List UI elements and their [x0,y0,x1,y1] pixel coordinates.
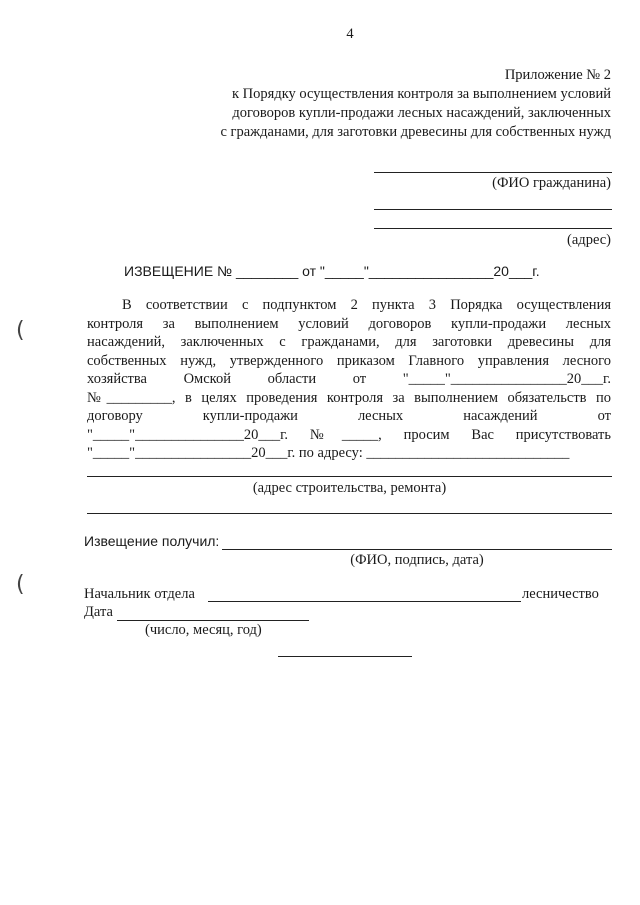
address-line-2 [374,228,612,229]
received-caption: (ФИО, подпись, дата) [350,552,484,568]
end-rule [278,656,412,657]
body-line-9: "_____"________________20___г. по адресу: ____________________________ [87,445,570,461]
appendix-line-3: с гражданами, для заготовки древесины для собственных нужд [220,124,611,140]
body-line-8: "_____"_______________20___г. №_____, просим Вас присутствовать [87,427,611,443]
binding-mark-top: ( [16,318,25,343]
address-caption: (адрес) [567,232,611,248]
received-label: Извещение получил: [84,533,220,549]
notice-heading: ИЗВЕЩЕНИЕ № ________ от "_____"________________20___г. [124,263,540,279]
chief-line [208,601,521,602]
fio-line [374,172,612,173]
address-extra-line [87,513,612,514]
address-continuation-line [87,476,612,477]
body-line-2: контроля за выполнением условий договоров купли-продажи лесных [87,316,611,332]
body-line-7: договору купли-продажи лесных насаждений от [87,408,611,424]
received-line [222,549,612,550]
appendix-line-2: договоров купли-продажи лесных насаждений, заключенных [232,105,611,121]
body-line-4: собственных нужд, утвержденного приказом Главного управления лесного [87,353,611,369]
appendix-title: Приложение № 2 [504,67,611,83]
date-line [117,620,309,621]
body-line-5: хозяйства Омской области от "_____"________________20___г. [87,371,611,387]
date-caption: (число, месяц, год) [145,622,262,638]
date-label: Дата [84,604,113,620]
binding-mark-bottom: ( [16,572,25,597]
fio-caption: (ФИО гражданина) [492,175,611,191]
page-number: 4 [346,26,354,42]
body-line-6: №_________, в целях проведения контроля за выполнением обязательств по [87,390,611,406]
forestry-label: лесничество [522,586,599,602]
construction-address-caption: (адрес строительства, ремонта) [252,480,447,496]
chief-label: Начальник отдела [84,586,195,602]
address-line-1 [374,209,612,210]
body-line-1: В соответствии с подпунктом 2 пункта 3 Порядка осуществления [122,297,611,313]
body-line-3: насаждений, заключенных с гражданами, для заготовки древесины для [87,334,611,350]
appendix-line-1: к Порядку осуществления контроля за выполнением условий [232,86,611,102]
